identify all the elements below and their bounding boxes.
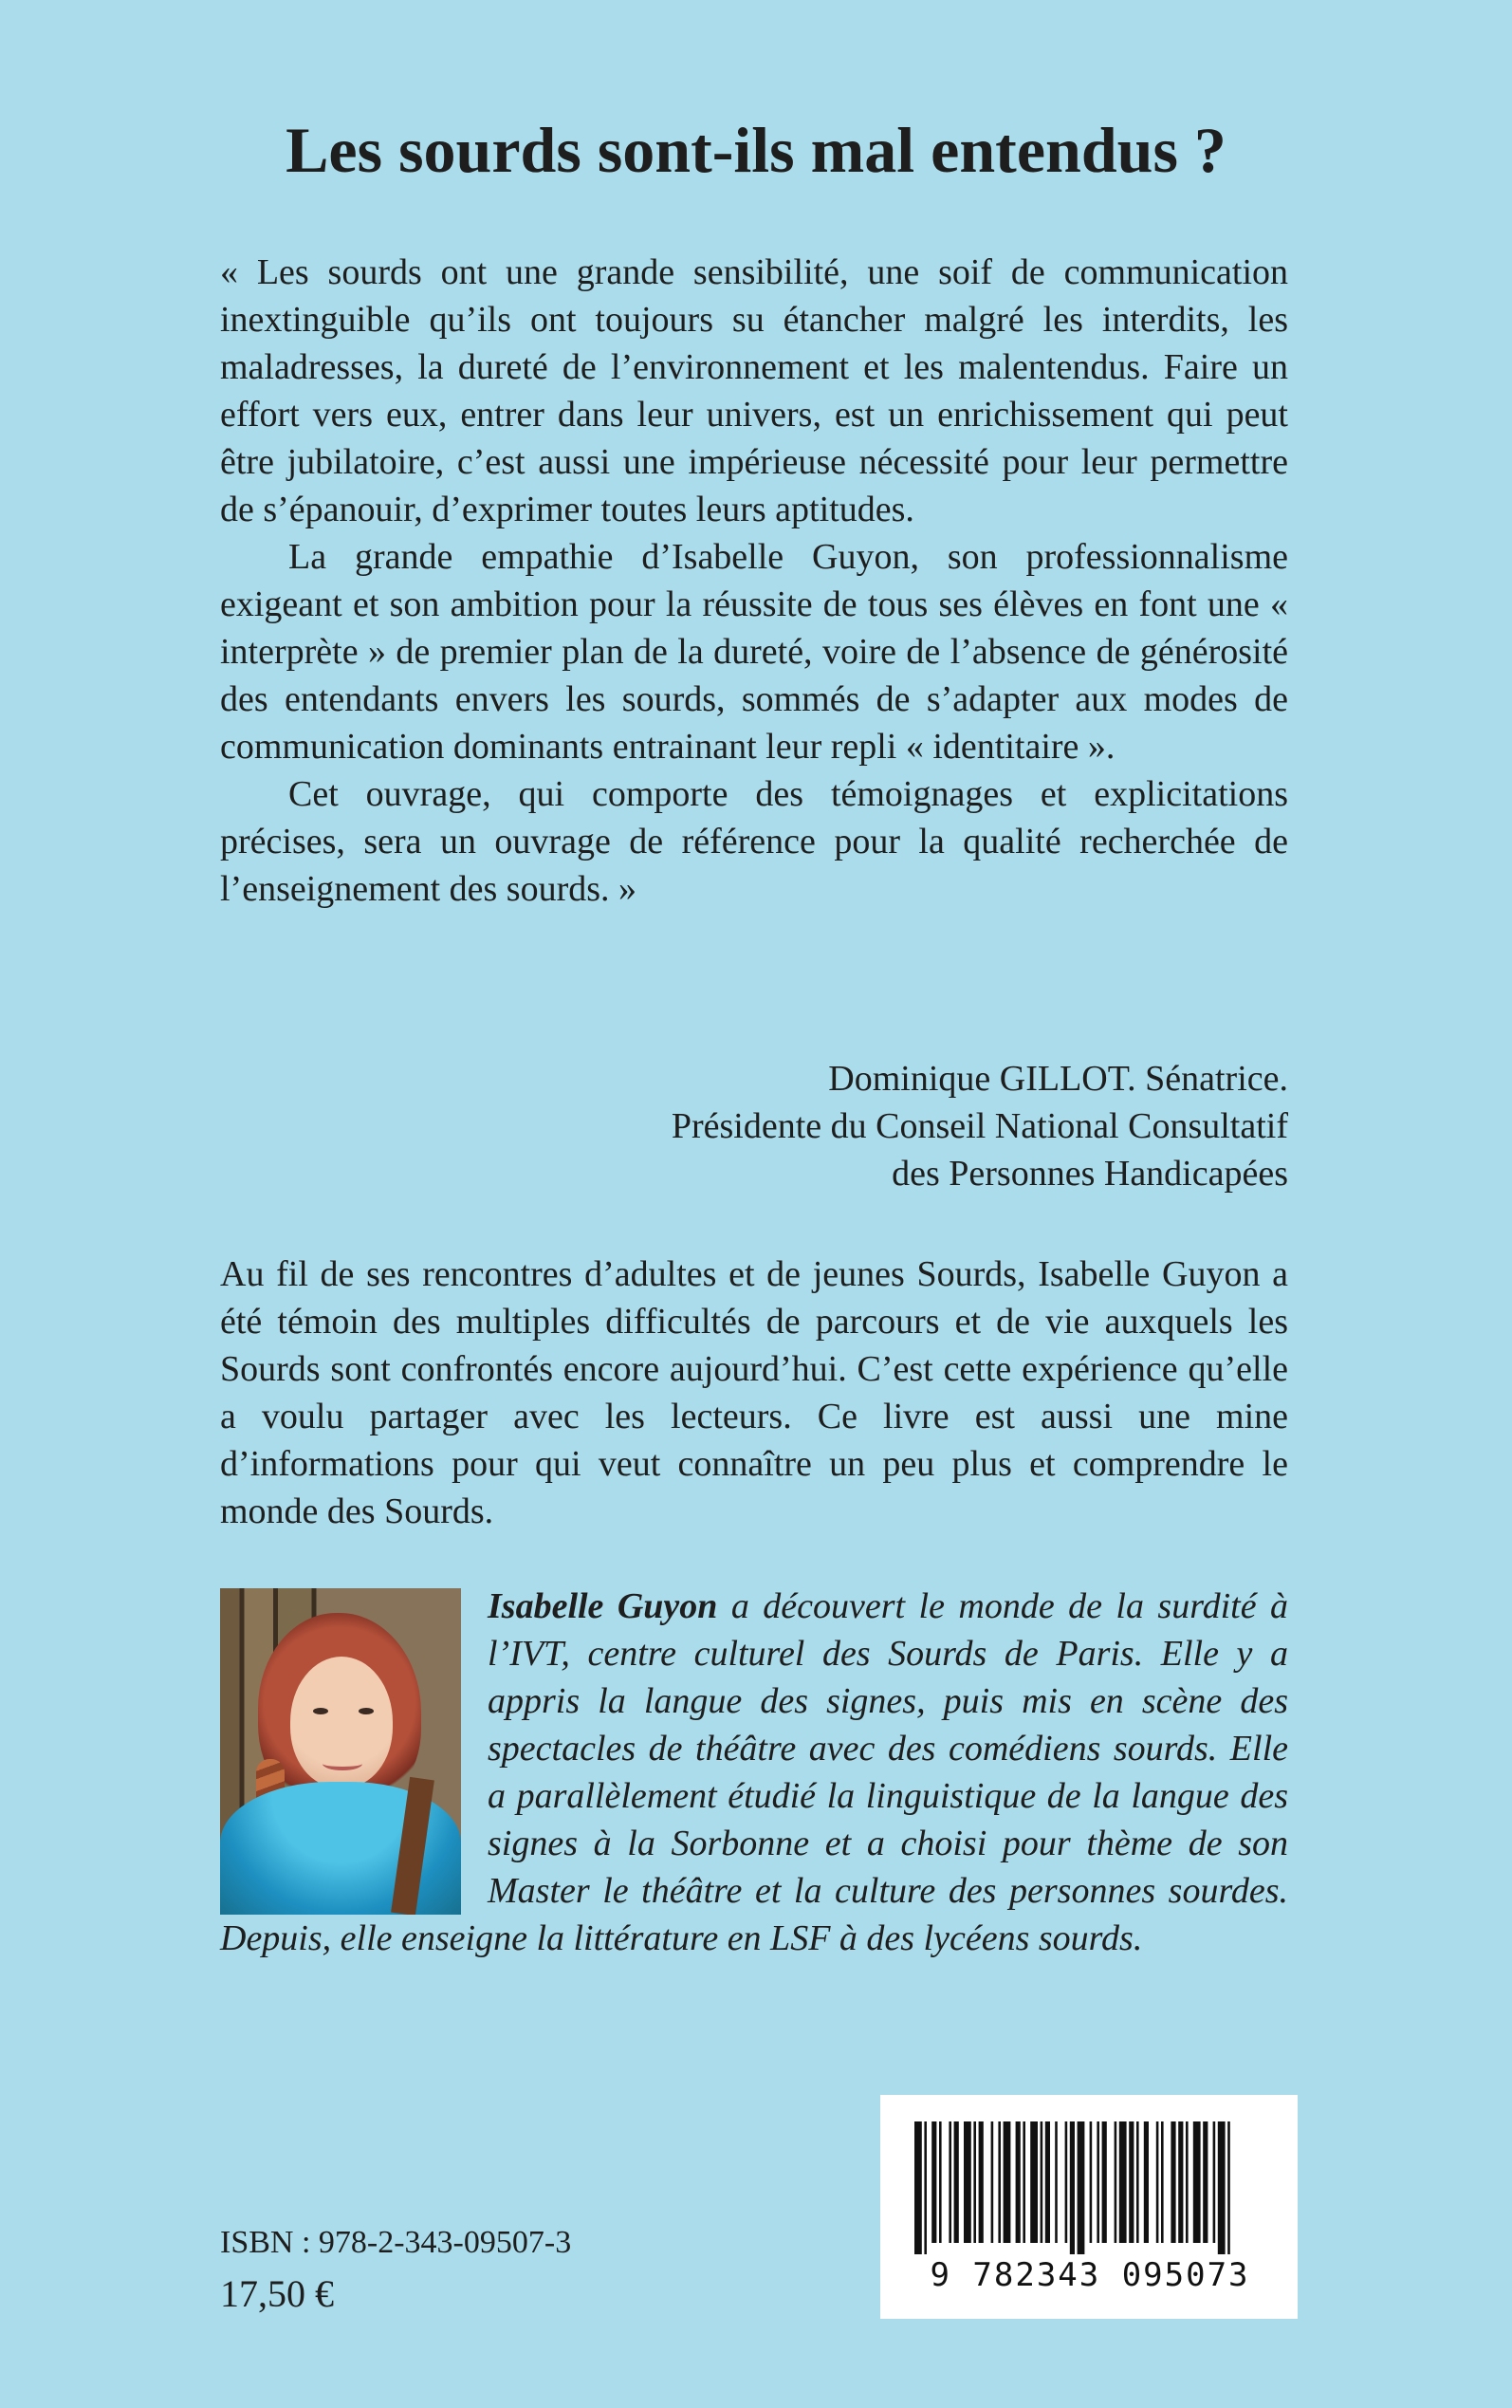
barcode-bar [914,2121,922,2254]
barcode-bar [1055,2121,1058,2243]
barcode-bar [1070,2121,1075,2254]
barcode-bar [1065,2121,1068,2243]
barcode-bar [1227,2121,1230,2254]
barcode-bars [909,2121,1269,2254]
barcode-bar [1023,2121,1025,2243]
barcode-bar [924,2121,927,2254]
barcode-bar [1119,2121,1127,2243]
book-title: Les sourds sont-ils mal entendus ? [286,114,1226,186]
barcode-bar [1097,2121,1099,2243]
quote-paragraph: La grande empathie d’Isabelle Guyon, son professionnalisme exigeant et son ambition pour la réussite de tous ses élèves en font une « interprète » de premier plan de la dureté, voire de l’absence de générosité des entendants envers les sourds, sommés de s’adapter aux modes de communication dominants entrainant leur repli « identitaire ». [220,537,1288,767]
barcode-bar [1218,2121,1226,2254]
barcode [880,2095,1298,2319]
barcode-bar [1156,2121,1159,2243]
barcode-bar [1041,2121,1043,2243]
barcode-bar [949,2121,951,2243]
barcode-digits: 9 782343 095073 [930,2256,1250,2294]
barcode-bar [973,2121,976,2243]
preface-quote [220,249,1288,913]
author-bio-text: a découvert le monde de la surdité à l’IVT, centre culturel des Sourds de Paris. Elle y a appris la langue des signes, puis mis en scène des spectacles de théâtre avec des comédiens sourds. Elle a parallèlement étudié la linguistique de la langue des signes à la Sorbonne et a choisi pour thème de son Master le théâtre et la culture des personnes sourdes. Depuis, elle enseigne la littérature en LSF à des lycéens sourds. [220,1586,1288,1958]
barcode-bar [1004,2121,1011,2243]
barcode-bar [1129,2121,1134,2243]
barcode-bar [954,2121,959,2243]
barcode-bar [1016,2121,1021,2243]
author-name: Isabelle Guyon [488,1586,718,1626]
signature-line: des Personnes Handicapées [892,1154,1288,1194]
barcode-bar [1102,2121,1107,2243]
barcode-bar [1045,2121,1050,2243]
barcode-bar [1136,2121,1139,2243]
book-summary: Au fil de ses rencontres d’adultes et de jeunes Sourds, Isabelle Guyon a été témoin des multiples difficultés de parcours et de vie auxquels les Sourds sont confrontés encore aujourd’hui. C’est cette expérience qu’elle a voulu partager avec les lecteurs. Ce livre est aussi une mine d’informations pour qui veut connaître un peu plus et comprendre le monde des Sourds. [220,1254,1288,1531]
barcode-bar [1178,2121,1183,2243]
barcode-bar [1030,2121,1038,2243]
barcode-bar [1115,2121,1117,2243]
barcode-bar [1144,2121,1149,2243]
author-photo [220,1588,461,1915]
barcode-bar [1186,2121,1189,2243]
price: 17,50 € [220,2272,334,2315]
signature-line: Présidente du Conseil National Consultatif [671,1106,1288,1146]
signature-line: Dominique GILLOT. Sénatrice. [828,1059,1288,1099]
barcode-bar [931,2121,936,2243]
barcode-bar [1090,2121,1093,2243]
barcode-bar [1213,2121,1216,2243]
barcode-bar [1161,2121,1164,2243]
barcode-bar [998,2121,1001,2243]
isbn: ISBN : 978-2-343-09507-3 [220,2225,572,2260]
barcode-bar [1171,2121,1175,2243]
quote-paragraph: « Les sourds ont une grande sensibilité, une soif de communication inextinguible qu’ils ont toujours su étancher malgré les interdits, les maladresses, la dureté de l’environnement et les malentendus. Faire un effort vers eux, entrer dans leur univers, est un enrichissement qui peut être jubilatoire, c’est aussi une impérieuse nécessité pour leur permettre de s’épanouir, d’exprimer toutes leurs aptitudes. [220,252,1288,529]
barcode-bar [979,2121,984,2243]
quote-signature [672,1055,1288,1197]
barcode-bar [1203,2121,1208,2243]
barcode-bar [939,2121,942,2243]
barcode-bar [964,2121,971,2243]
barcode-bar [1193,2121,1201,2243]
author-bio [220,1583,1288,1962]
quote-paragraph: Cet ouvrage, qui comporte des témoignages et explicitations précises, sera un ouvrage de référence pour la qualité recherchée de l’enseignement des sourds. » [220,774,1288,909]
barcode-bar [991,2121,994,2243]
barcode-bar [1078,2121,1085,2254]
